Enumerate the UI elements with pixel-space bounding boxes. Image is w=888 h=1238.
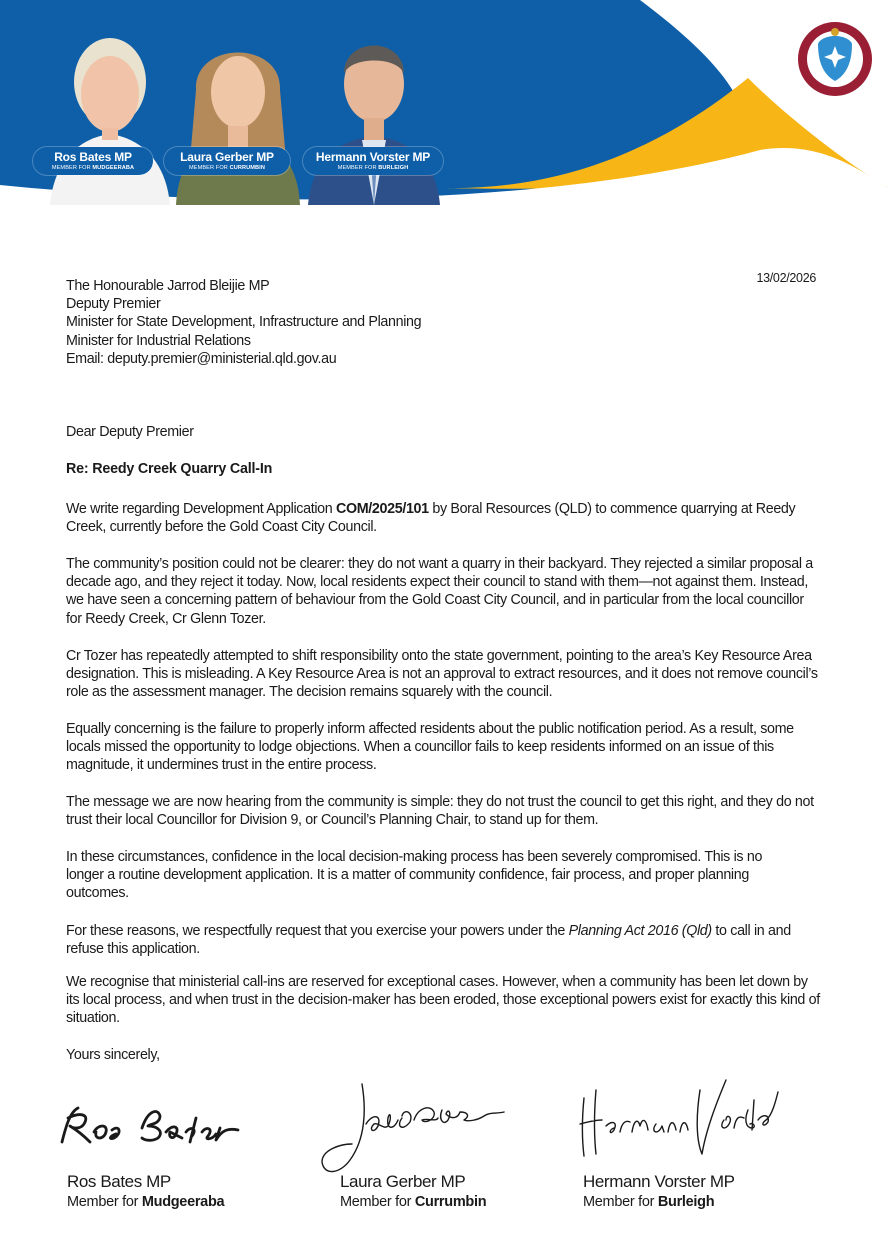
closing: Yours sincerely, <box>66 1047 160 1063</box>
recipient-address <box>66 277 421 368</box>
portrait-hermann-vorster <box>304 10 444 205</box>
portrait-ros-bates <box>40 10 180 205</box>
address-line: The Honourable Jarrod Bleijie MP <box>66 278 270 294</box>
address-line: Deputy Premier <box>66 296 161 313</box>
signature-ros-bates <box>56 1098 246 1150</box>
signature-laura-gerber <box>318 1078 508 1178</box>
portrait-laura-gerber <box>168 10 308 205</box>
act-title: Planning Act 2016 (Qld) <box>568 923 712 939</box>
signatory-name: Ros Bates MP <box>67 1172 171 1191</box>
signatory-role: Member for Mudgeeraba <box>67 1194 225 1210</box>
paragraph-3: Cr Tozer has repeatedly attempted to shift responsibility onto the state government, pointing to the area’s Key Resource Area designation. This is misleading. A Key Resource Area is not an approval to extract resources, and it does not remove council’s role as the assessment manager. The decision remains squarely with the council. <box>66 648 818 701</box>
paragraph-6: In these circumstances, confidence in the local decision-making process has been severely compromised. This is no longer a routine development application. It is a matter of community confidence, fair process, and proper planning outcomes. <box>66 849 763 902</box>
member-badge-subtitle: MEMBER FOR MUDGEERABA <box>51 165 135 171</box>
member-badge-name: Hermann Vorster MP <box>315 150 431 164</box>
address-line: Email: deputy.premier@ministerial.qld.gov.au <box>66 350 337 367</box>
member-badge-ros-bates <box>33 147 153 175</box>
member-badge-laura-gerber <box>164 147 290 175</box>
member-badge-name: Ros Bates MP <box>54 150 132 164</box>
signatory-name: Hermann Vorster MP <box>583 1172 735 1191</box>
paragraph-8: We recognise that ministerial call-ins are reserved for exceptional cases. However, when a community has been let down by its local process, and when trust in the decision-maker has been eroded, those exceptional powers exist for exactly this kind of situation. <box>66 974 820 1027</box>
paragraph-5: The message we are now hearing from the community is simple: they do not trust the council to get this right, and they do not trust their local Councillor for Division 9, or Council’s Planning Chair, to stand up for them. <box>66 794 814 829</box>
paragraph-2: The community’s position could not be clearer: they do not want a quarry in their backyard. They rejected a similar proposal a decade ago, and they reject it today. Now, local residents expect their council to stand with them—not against them. Instead, we have seen a concerning pattern of behaviour from the Gold Coast City Council, and in particular from the local councillor for Reedy Creek, Cr Glenn Tozer. <box>66 556 813 627</box>
signatory-name: Laura Gerber MP <box>340 1172 466 1191</box>
signatory-role: Member for Burleigh <box>583 1194 715 1210</box>
member-badge-name: Laura Gerber MP <box>180 150 274 164</box>
signature-hermann-vorster <box>576 1070 781 1160</box>
signatory-role: Member for Currumbin <box>340 1194 487 1210</box>
salutation: Dear Deputy Premier <box>66 424 194 440</box>
paragraph-7: For these reasons, we respectfully request that you exercise your powers under the Planning Act 2016 (Qld) to call in and refuse this application. <box>66 923 791 958</box>
application-number: COM/2025/101 <box>335 501 429 517</box>
address-line: Minister for State Development, Infrastructure and Planning <box>66 314 422 331</box>
letter-date: 13/02/2026 <box>756 271 816 285</box>
address-line: Minister for Industrial Relations <box>66 332 251 349</box>
paragraph-1: We write regarding Development Application COM/2025/101 by Boral Resources (QLD) to commence quarrying at Reedy Creek, currently before the Gold Coast City Council. <box>66 501 796 536</box>
member-badge-subtitle: MEMBER FOR BURLEIGH <box>337 165 409 171</box>
member-badge-hermann-vorster <box>303 147 443 175</box>
member-badge-subtitle: MEMBER FOR CURRUMBIN <box>189 165 265 171</box>
queensland-parliament-crest-icon <box>796 20 874 98</box>
paragraph-4: Equally concerning is the failure to properly inform affected residents about the public notification period. As a result, some locals missed the opportunity to lodge objections. When a councillor fails to keep residents informed on an issue of this magnitude, it undermines trust in the entire process. <box>66 721 794 774</box>
subject-line: Re: Reedy Creek Quarry Call-In <box>66 461 273 477</box>
